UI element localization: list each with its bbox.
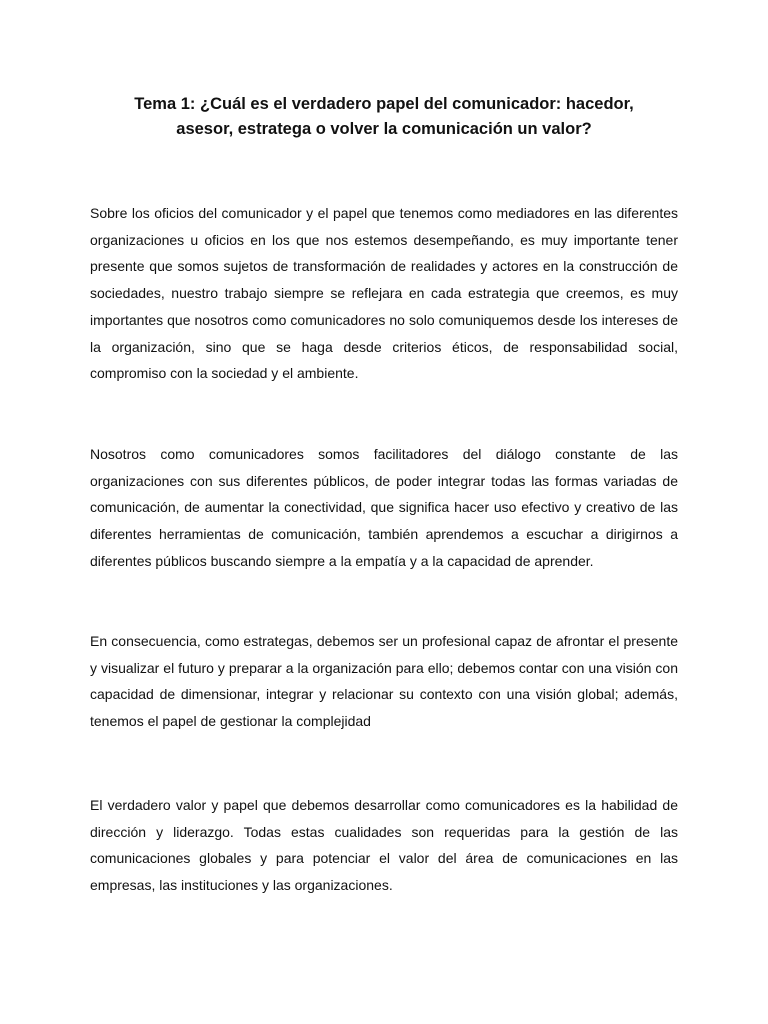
paragraph-2: Nosotros como comunicadores somos facilitadores del diálogo constante de las organizaciones con sus diferentes públicos, de poder integrar todas las formas variadas de comunicación, de aumentar la conectividad, que significa hacer uso efectivo y creativo de las diferentes herramientas de comunicación, también aprendemos a escuchar a dirigirnos a diferentes públicos buscando siempre a la empatía y a la capacidad de aprender. (90, 446, 678, 569)
paragraph-4: El verdadero valor y papel que debemos desarrollar como comunicadores es la habilidad de dirección y liderazgo. Todas estas cualidades son requeridas para la gestión de las comunicaciones globales y para potenciar el valor del área de comunicaciones en las empresas, las instituciones y las organizaciones. (90, 797, 678, 894)
paragraph-1: Sobre los oficios del comunicador y el papel que tenemos como mediadores en las diferentes organizaciones u oficios en los que nos estemos desempeñando, es muy importante tener presente que somos sujetos de transformación de realidades y actores en la construcción de sociedades, nuestro trabajo siempre se reflejara en cada estrategia que creemos, es muy importantes que nosotros como comunicadores no solo comuniquemos desde los intereses de la organización, sino que se haga desde criterios éticos, de responsabilidad social, compromiso con la sociedad y el ambiente. (90, 205, 678, 382)
paragraph-3: En consecuencia, como estrategas, debemos ser un profesional capaz de afrontar el presente y visualizar el futuro y preparar a la organización para ello; debemos contar con una visión con capacidad de dimensionar, integrar y relacionar su contexto con una visión global; además, tenemos el papel de gestionar la complejidad (90, 633, 678, 730)
title-line-2: asesor, estratega o volver la comunicación un valor? (176, 120, 592, 138)
document-title (90, 92, 678, 142)
title-line-1: Tema 1: ¿Cuál es el verdadero papel del comunicador: hacedor, (134, 95, 634, 113)
